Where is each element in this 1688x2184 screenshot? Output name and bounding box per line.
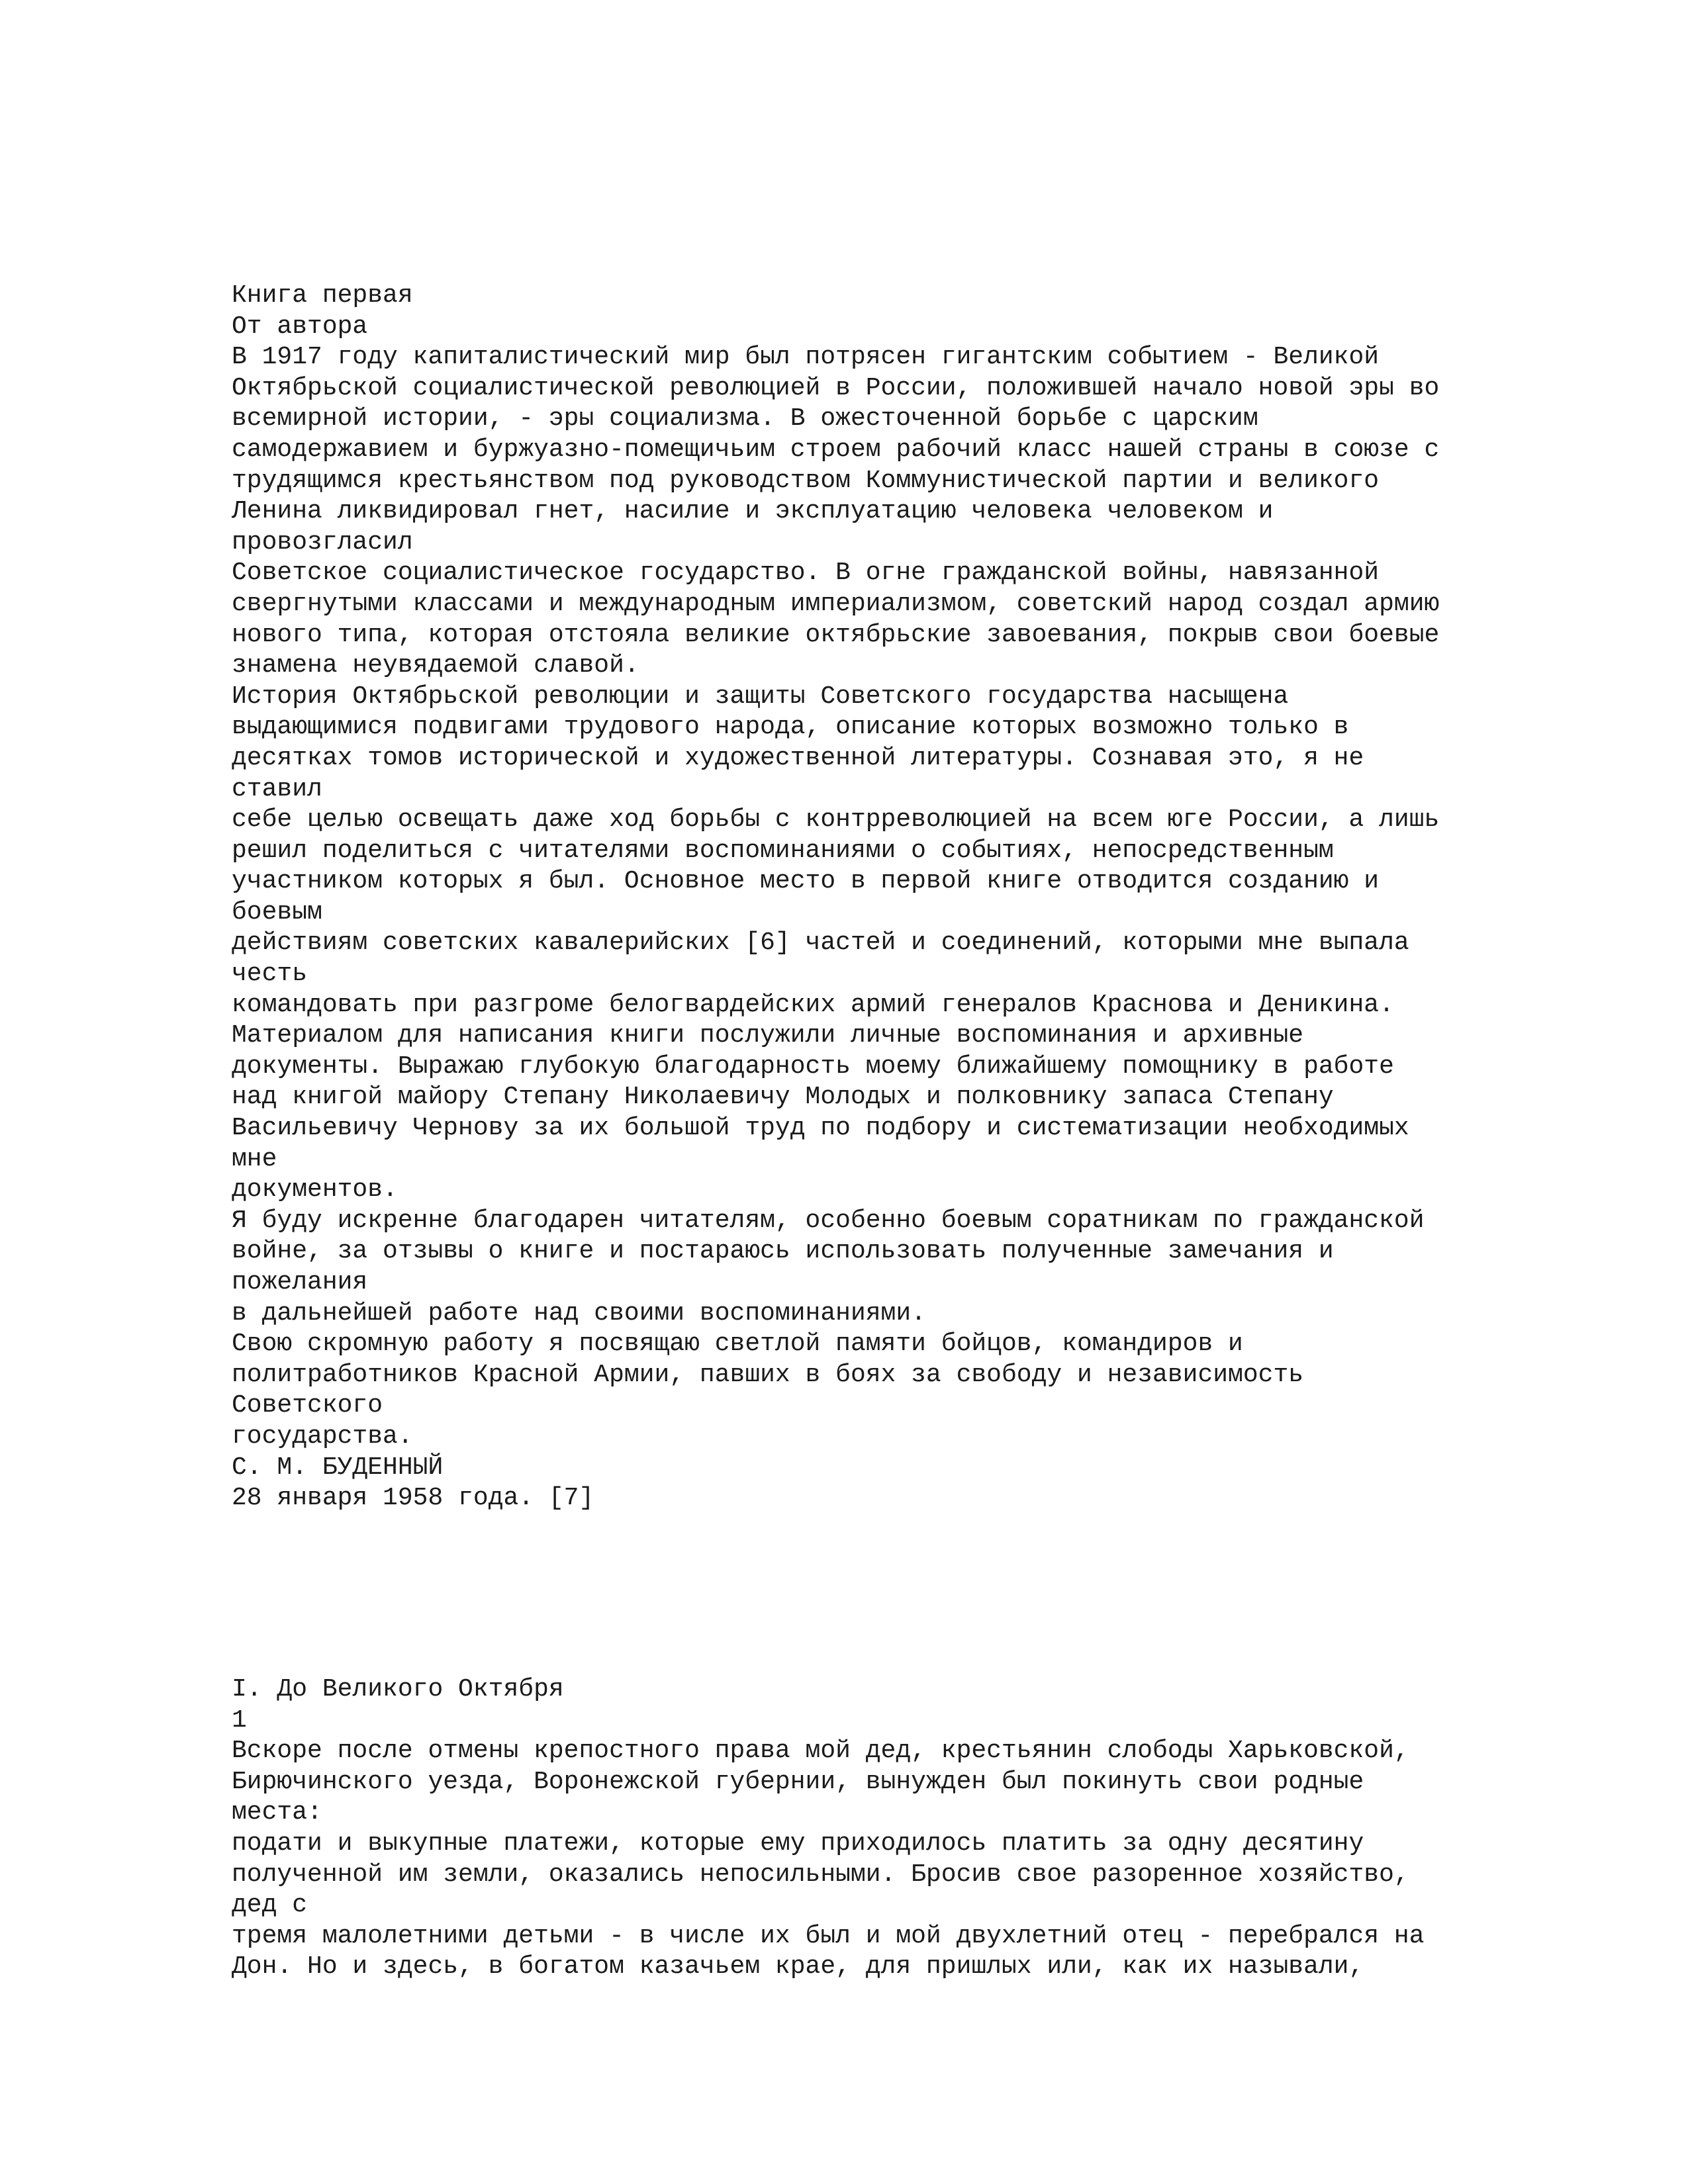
text-line: С. М. БУДЕННЫЙ xyxy=(232,1453,444,1482)
text-line: тремя малолетними детьми - в числе их был и мой двухлетний отец - перебрался на xyxy=(232,1921,1425,1950)
text-line: себе целью освещать даже ход борьбы с контрреволюцией на всем юге России, а лишь xyxy=(232,805,1440,835)
text-line: 1 xyxy=(232,1706,247,1735)
text-line: дед с xyxy=(232,1891,308,1920)
text-line: Материалом для написания книги послужили личные воспоминания и архивные xyxy=(232,1021,1304,1050)
chapter-text xyxy=(232,1674,1425,1983)
text-line: Васильевичу Чернову за их большой труд по подбору и систематизации необходимых xyxy=(232,1114,1409,1143)
text-line: Я буду искренне благодарен читателям, особенно боевым соратникам по гражданской xyxy=(232,1206,1425,1235)
text-line: В 1917 году капиталистический мир был потрясен гигантским событием - Великой xyxy=(232,343,1380,372)
text-line: Ленина ликвидировал гнет, насилие и эксплуатацию человека человеком и xyxy=(232,497,1274,526)
text-line: I. До Великого Октября xyxy=(232,1675,564,1704)
text-line: войне, за отзывы о книге и постараюсь использовать полученные замечания и xyxy=(232,1237,1334,1266)
text-line: документы. Выражаю глубокую благодарность моему ближайшему помощнику в работе xyxy=(232,1052,1394,1081)
text-line: самодержавием и буржуазно-помещичьим строем рабочий класс нашей страны в союзе с xyxy=(232,435,1440,464)
text-line: в дальнейшей работе над своими воспоминаниями. xyxy=(232,1298,926,1328)
text-line: пожелания xyxy=(232,1268,368,1297)
text-line: участником которых я был. Основное место в первой книге отводится созданию и xyxy=(232,867,1380,896)
text-line: честь xyxy=(232,960,308,989)
text-line: История Октябрьской революции и защиты Советского государства насыщена xyxy=(232,682,1289,711)
text-line: трудящимся крестьянством под руководством Коммунистической партии и великого xyxy=(232,466,1380,495)
text-line: Вскоре после отмены крепостного права мой дед, крестьянин слободы Харьковской, xyxy=(232,1737,1409,1766)
text-line: всемирной истории, - эры социализма. В ожесточенной борьбе с царским xyxy=(232,404,1258,433)
text-line: Книга первая xyxy=(232,281,413,310)
text-line: Свою скромную работу я посвящаю светлой памяти бойцов, командиров и xyxy=(232,1330,1243,1359)
text-line: выдающимися подвигами трудового народа, описание которых возможно только в xyxy=(232,713,1349,742)
text-line: мне xyxy=(232,1144,277,1173)
text-line: Советского xyxy=(232,1391,383,1420)
text-line: свергнутыми классами и международным империализмом, советский народ создал армию xyxy=(232,589,1440,618)
text-line: Бирючинского уезда, Воронежской губернии, вынужден был покинуть свои родные xyxy=(232,1767,1364,1796)
text-line: решил поделиться с читателями воспоминаниями о событиях, непосредственным xyxy=(232,836,1334,865)
text-line: Советское социалистическое государство. В огне гражданской войны, навязанной xyxy=(232,559,1380,588)
text-line: От автора xyxy=(232,312,368,341)
text-line: действиям советских кавалерийских [6] частей и соединений, которыми мне выпала xyxy=(232,929,1409,958)
text-line: государства. xyxy=(232,1422,413,1451)
text-line: нового типа, которая отстояла великие октябрьские завоевания, покрыв свои боевые xyxy=(232,620,1440,649)
text-line: Дон. Но и здесь, в богатом казачьем крае, для пришлых или, как их называли, xyxy=(232,1952,1364,1981)
text-line: провозгласил xyxy=(232,527,413,557)
text-line: десятках томов исторической и художественной литературы. Сознавая это, я не xyxy=(232,743,1364,772)
text-line: знамена неувядаемой славой. xyxy=(232,651,639,680)
text-line: боевым xyxy=(232,897,322,927)
text-line: Октябрьской социалистической революцией в России, положившей начало новой эры во xyxy=(232,373,1440,402)
text-line: места: xyxy=(232,1798,322,1827)
text-line: политработников Красной Армии, павших в боях за свободу и независимость xyxy=(232,1360,1304,1389)
text-line: над книгой майору Степану Николаевичу Молодых и полковнику запаса Степану xyxy=(232,1083,1334,1112)
text-line: подати и выкупные платежи, которые ему приходилось платить за одну десятину xyxy=(232,1829,1364,1858)
preface-text xyxy=(232,281,1439,1514)
text-line: ставил xyxy=(232,774,322,803)
text-line: 28 января 1958 года. [7] xyxy=(232,1484,594,1513)
text-line: полученной им земли, оказались непосильными. Бросив свое разоренное хозяйство, xyxy=(232,1860,1409,1889)
text-line: документов. xyxy=(232,1175,398,1205)
text-line: командовать при разгроме белогвардейских армий генералов Краснова и Деникина. xyxy=(232,990,1394,1019)
